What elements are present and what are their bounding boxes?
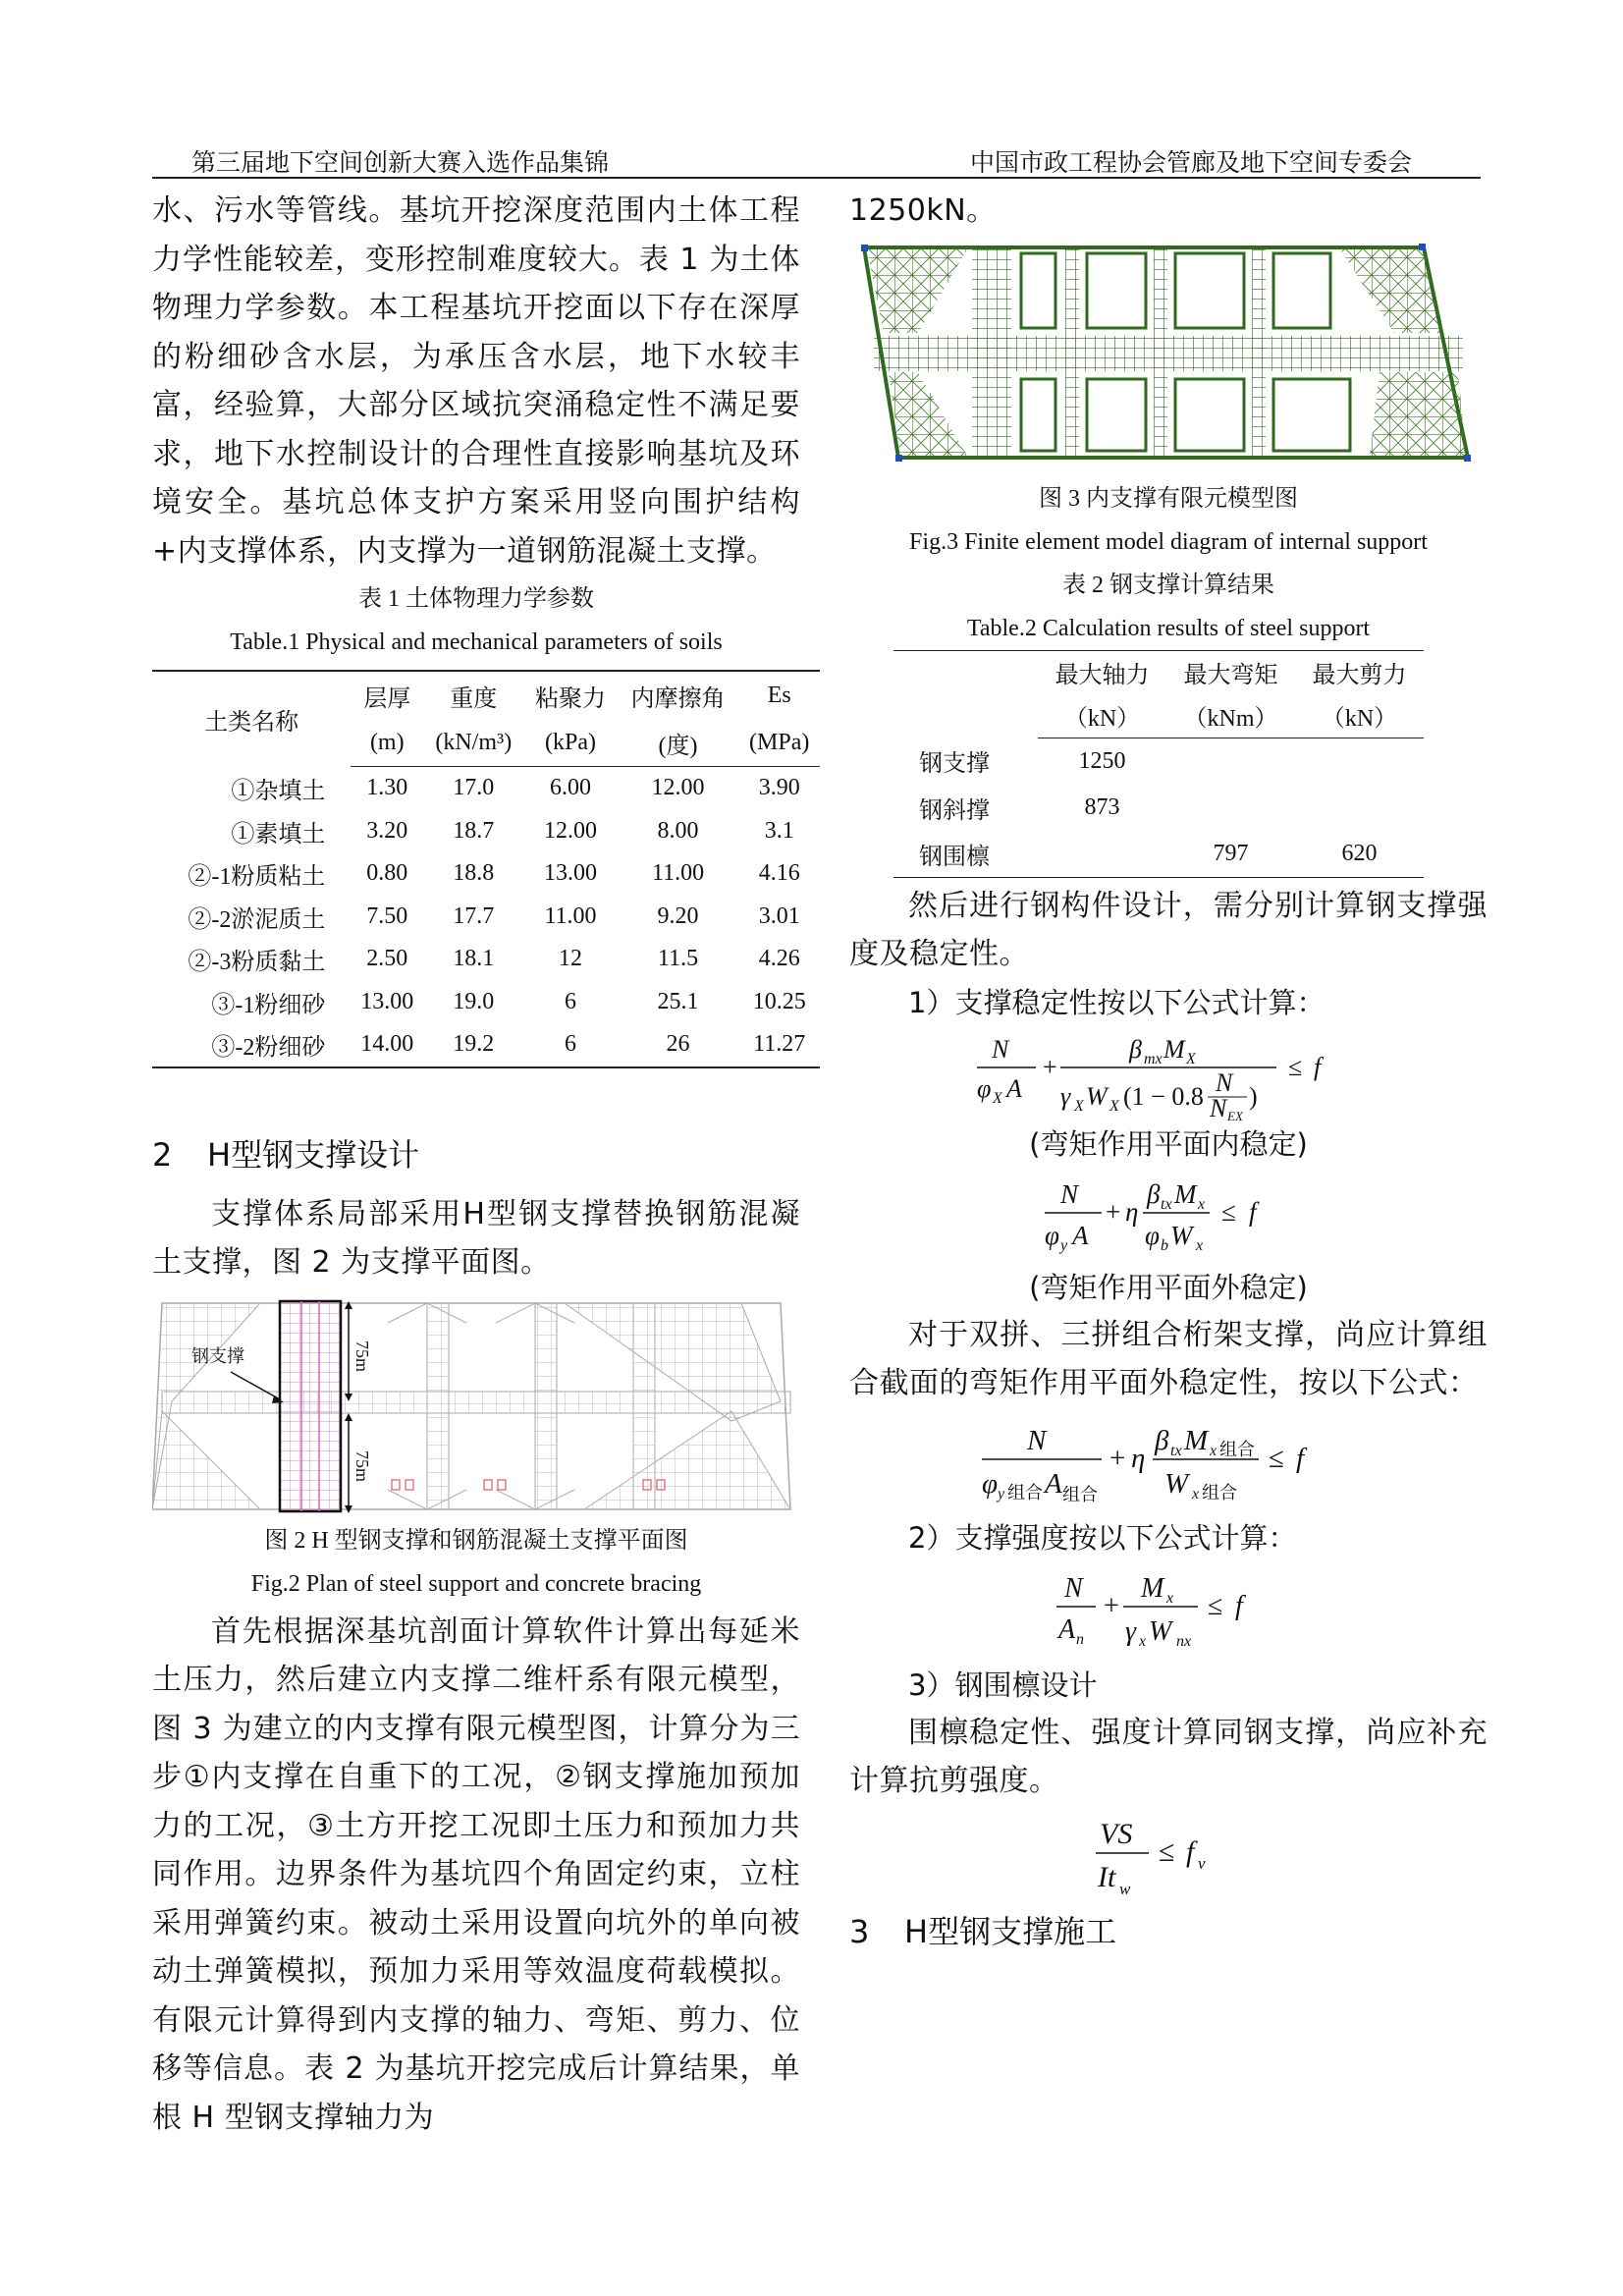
table-row	[152, 767, 820, 810]
svg-text:n: n	[1076, 1630, 1084, 1648]
svg-text:x: x	[1192, 1485, 1200, 1503]
table-cell: 873	[1084, 793, 1120, 820]
svg-text:X: X	[993, 1089, 1002, 1107]
svg-text:N: N	[1210, 1093, 1227, 1121]
svg-text:f: f	[1296, 1442, 1305, 1474]
subscript-zuhe: 组合	[1202, 1482, 1237, 1503]
svg-text:M: M	[1184, 1424, 1209, 1456]
table-cell	[1295, 785, 1424, 831]
table-cell: 25.1	[657, 988, 699, 1014]
table-cell: 19.2	[423, 1023, 523, 1067]
table-cell	[1295, 738, 1424, 785]
table-cell: 7.50	[366, 902, 408, 929]
table-cell: 12.00	[543, 817, 597, 844]
table2-caption-cn: 表 2 钢支撑计算结果	[1062, 572, 1274, 598]
table1-header-name: 土类名称	[152, 671, 351, 767]
formula-stability-out-plane	[1041, 1172, 1296, 1260]
table-cell	[1166, 785, 1295, 831]
table2-unit: （kNm）	[1166, 694, 1295, 738]
table-cell: 4.26	[758, 946, 800, 972]
table-cell: 6.00	[549, 775, 591, 801]
svg-text:): )	[1249, 1081, 1258, 1111]
table-cell: 13.00	[360, 988, 414, 1014]
table-cell: 2.50	[366, 946, 408, 972]
table-cell	[1038, 831, 1166, 878]
svg-text:It: It	[1098, 1860, 1116, 1893]
svg-text:η: η	[1125, 1196, 1139, 1227]
table-row	[152, 896, 820, 939]
svg-text:W: W	[1149, 1615, 1172, 1647]
table-cell: 1250	[1078, 747, 1126, 774]
formula-strength	[1051, 1565, 1286, 1656]
table-cell: ②-1粉质粘土	[188, 864, 326, 891]
svg-text:γ: γ	[1060, 1081, 1071, 1111]
table-cell	[1166, 738, 1295, 785]
svg-text:W: W	[1170, 1220, 1193, 1250]
paragraph: 对于双拼、三拼组合桁架支撑，尚应计算组合截面的弯矩作用平面外稳定性，按以下公式：	[849, 1317, 1488, 1400]
table1-caption-en: Table.1 Physical and mechanical parameters of soils	[230, 629, 723, 655]
svg-text:x: x	[1198, 1195, 1206, 1213]
table-cell: 11.00	[544, 902, 597, 929]
svg-text:N: N	[1064, 1572, 1083, 1604]
table1-unit: (m)	[351, 719, 423, 767]
svg-text:(1 − 0.8: (1 − 0.8	[1123, 1081, 1204, 1111]
table-cell: 13.00	[543, 860, 597, 887]
table2-caption-en: Table.2 Calculation results of steel support	[966, 615, 1371, 641]
table-row	[893, 831, 1424, 878]
table-cell: ③-1粉细砂	[211, 992, 326, 1018]
svg-text:φ: φ	[1045, 1220, 1059, 1250]
table-cell: ③-2粉细砂	[152, 1023, 351, 1067]
dim-label: 75m	[352, 1449, 372, 1482]
svg-text:b: b	[1161, 1236, 1168, 1254]
svg-text:≤: ≤	[1269, 1442, 1284, 1474]
svg-text:nx: nx	[1176, 1632, 1192, 1650]
svg-text:f: f	[1235, 1590, 1243, 1621]
table-cell: 3.1	[764, 817, 794, 844]
svg-text:+: +	[1109, 1442, 1126, 1474]
table-row	[152, 938, 820, 981]
table-cell: 8.00	[657, 817, 699, 844]
table1-header: 重度	[423, 671, 523, 719]
table-cell: 19.0	[453, 988, 495, 1014]
list-item: 1）支撑稳定性按以下公式计算：	[908, 985, 1325, 1019]
svg-text:w: w	[1119, 1879, 1131, 1898]
formula-stability-in-plane	[962, 1026, 1375, 1121]
section-number: 3	[849, 1912, 870, 1950]
table1	[152, 670, 820, 1068]
svg-text:η: η	[1131, 1442, 1146, 1474]
table-cell: 4.16	[758, 860, 800, 887]
formula-shear	[1090, 1812, 1247, 1900]
svg-text:≤: ≤	[1208, 1590, 1223, 1621]
svg-text:+: +	[1106, 1196, 1121, 1227]
subscript-zuhe: 组合	[1219, 1439, 1255, 1460]
table-cell: 3.20	[366, 817, 408, 844]
table-cell: 3.01	[758, 902, 800, 929]
table-cell: 620	[1295, 831, 1424, 878]
dim-label: 75m	[352, 1339, 372, 1372]
svg-text:A: A	[1006, 1073, 1022, 1103]
table-cell: 17.7	[453, 902, 495, 929]
table-row	[152, 1023, 820, 1067]
fig2-caption-cn: 图 2 H 型钢支撑和钢筋混凝土支撑平面图	[264, 1527, 688, 1554]
subscript-zuhe: 组合	[1007, 1482, 1043, 1503]
svg-text:tx: tx	[1170, 1442, 1182, 1459]
svg-text:y: y	[998, 1485, 1005, 1503]
header-right: 中国市政工程协会管廊及地下空间专委会	[969, 148, 1412, 177]
table-cell: ①素填土	[231, 821, 326, 847]
svg-text:f: f	[1314, 1052, 1322, 1081]
table-cell: 18.8	[453, 860, 495, 887]
table-cell: 钢围檩	[893, 831, 1038, 878]
table1-header: 内摩擦角	[618, 671, 739, 719]
table-cell: 6	[564, 988, 576, 1014]
svg-text:y: y	[1060, 1236, 1068, 1254]
svg-text:φ: φ	[1145, 1220, 1160, 1250]
section-number: 2	[152, 1135, 173, 1174]
header-left: 第三届地下空间创新大赛入选作品集锦	[191, 148, 610, 177]
page-header	[152, 137, 1481, 179]
svg-text:X: X	[1109, 1097, 1119, 1115]
left-column	[152, 187, 810, 2142]
table2-header: 最大剪力	[1295, 650, 1424, 694]
svg-text:≤: ≤	[1159, 1834, 1175, 1868]
section-title: H型钢支撑施工	[904, 1912, 1117, 1950]
table1-header: 层厚	[351, 671, 423, 719]
section-heading	[849, 1904, 1488, 1959]
table-cell: 6	[523, 1023, 617, 1067]
table-cell: 18.1	[453, 946, 495, 972]
fig3-caption-en: Fig.3 Finite element model diagram of internal support	[909, 528, 1428, 555]
svg-text:≤: ≤	[1288, 1052, 1303, 1081]
table-row	[893, 738, 1424, 785]
svg-text:W: W	[1164, 1467, 1189, 1500]
table-cell: 17.0	[453, 775, 495, 801]
right-column	[849, 187, 1488, 1959]
table-cell: ①杂填土	[231, 779, 326, 804]
table2-header: 最大轴力	[1038, 650, 1166, 694]
table-cell: ②-3粉质黏土	[188, 950, 326, 976]
list-item: 3）钢围檩设计	[908, 1667, 1098, 1702]
svg-text:β: β	[1155, 1424, 1169, 1456]
table-cell: 14.00	[351, 1023, 423, 1067]
svg-text:X: X	[1186, 1050, 1196, 1067]
formula-note: (弯矩作用平面内稳定)	[1029, 1126, 1308, 1161]
table2	[893, 650, 1424, 878]
table1-header: Es	[738, 671, 820, 719]
svg-text:M: M	[1174, 1178, 1197, 1209]
subscript-zuhe: 组合	[1062, 1484, 1098, 1505]
svg-text:f: f	[1249, 1196, 1257, 1227]
table-cell: 1.30	[366, 775, 408, 801]
formula-note: (弯矩作用平面外稳定)	[1029, 1270, 1308, 1304]
table1-caption-cn: 表 1 土体物理力学参数	[358, 586, 594, 612]
table-cell: 10.25	[752, 988, 806, 1014]
paragraph: 支撑体系局部采用H型钢支撑替换钢筋混凝土支撑，图 2 为支撑平面图。	[152, 1196, 800, 1280]
svg-text:v: v	[1198, 1853, 1206, 1873]
table1-header: 粘聚力	[523, 671, 617, 719]
steel-support-label: 钢支撑	[191, 1345, 244, 1367]
table-cell: 0.80	[366, 860, 408, 887]
svg-text:X: X	[1074, 1097, 1084, 1115]
svg-text:γ: γ	[1125, 1615, 1137, 1647]
table-row	[152, 852, 820, 896]
fig2-plan-diagram	[152, 1293, 800, 1519]
table2-header: 最大弯矩	[1166, 650, 1295, 694]
table2-unit: （kN）	[1295, 694, 1424, 738]
svg-text:W: W	[1086, 1081, 1108, 1111]
table-cell: 12	[558, 946, 582, 972]
svg-text:A: A	[1072, 1220, 1089, 1250]
table-row	[152, 810, 820, 853]
svg-text:φ: φ	[982, 1467, 999, 1500]
paragraph: 围檩稳定性、强度计算同钢支撑，尚应补充计算抗剪强度。	[849, 1715, 1488, 1798]
table2-unit: （kN）	[1038, 694, 1166, 738]
svg-text:A: A	[1045, 1467, 1062, 1500]
table-cell: 26	[618, 1023, 739, 1067]
list-item: 2）支撑强度按以下公式计算：	[908, 1520, 1297, 1555]
section-title: H型钢支撑设计	[207, 1135, 420, 1174]
svg-text:+: +	[1104, 1590, 1119, 1621]
section-heading	[152, 1127, 800, 1182]
table-cell: 18.7	[453, 817, 495, 844]
svg-text:≤: ≤	[1221, 1196, 1236, 1227]
paragraph: 水、污水等管线。基坑开挖深度范围内土体工程力学性能较差，变形控制难度较大。表 1 为土体物理力学参数。本工程基坑开挖面以下存在深厚的粉细砂含水层，为承压含水层，地下水较丰富，经验算，大部分区域抗突涌稳定性不满足要求，地下水控制设计的合理性直接影响基坑及环境安全。基坑总体支护方案采用竖向围护结构+内支撑体系，内支撑为一道钢筋混凝土支撑。	[152, 193, 800, 569]
table-cell: 11.00	[651, 860, 705, 887]
svg-text:EX: EX	[1227, 1108, 1243, 1121]
table-cell: 3.90	[758, 775, 800, 801]
table-cell: 797	[1166, 831, 1295, 878]
fig3-caption-cn: 图 3 内支撑有限元模型图	[1039, 485, 1298, 512]
svg-text:M: M	[1141, 1572, 1164, 1604]
table-row	[152, 981, 820, 1024]
fig2-caption-en: Fig.2 Plan of steel support and concrete bracing	[250, 1570, 702, 1597]
paragraph: 1250kN。	[849, 193, 997, 228]
svg-text:tx: tx	[1161, 1195, 1172, 1213]
table-row	[893, 785, 1424, 831]
table-cell: 11.5	[657, 946, 699, 972]
svg-text:N: N	[992, 1034, 1009, 1064]
svg-text:A: A	[1058, 1613, 1076, 1645]
svg-text:mx: mx	[1144, 1050, 1163, 1067]
svg-text:VS: VS	[1100, 1817, 1133, 1850]
formula-composite-stability	[962, 1414, 1375, 1512]
svg-text:x: x	[1196, 1236, 1204, 1254]
svg-text:β: β	[1129, 1034, 1142, 1064]
table-cell: 9.20	[657, 902, 699, 929]
svg-text:N: N	[1216, 1067, 1233, 1097]
table-cell: 11.27	[738, 1023, 820, 1067]
svg-text:N: N	[1060, 1178, 1079, 1209]
svg-text:M: M	[1163, 1034, 1185, 1064]
table1-unit: (kN/m³)	[423, 719, 523, 767]
table-cell: 钢斜撑	[919, 797, 990, 824]
svg-text:+: +	[1043, 1052, 1057, 1081]
svg-text:x: x	[1210, 1442, 1217, 1459]
svg-text:N: N	[1027, 1424, 1047, 1456]
paragraph: 然后进行钢构件设计，需分别计算钢支撑强度及稳定性。	[849, 888, 1488, 971]
svg-text:f: f	[1186, 1834, 1195, 1868]
table-cell: 12.00	[651, 775, 705, 801]
table-cell: 钢支撑	[919, 751, 990, 778]
table-cell: ②-2淤泥质土	[188, 906, 326, 933]
table1-unit: (kPa)	[523, 719, 617, 767]
svg-text:φ: φ	[977, 1073, 992, 1103]
svg-text:x: x	[1166, 1589, 1174, 1607]
svg-text:x: x	[1139, 1632, 1147, 1650]
table1-unit: (度)	[618, 719, 739, 767]
svg-text:β: β	[1147, 1178, 1161, 1209]
table1-unit: (MPa)	[738, 719, 820, 767]
fig3-fe-model	[859, 240, 1478, 467]
paragraph: 首先根据深基坑剖面计算软件计算出每延米土压力，然后建立内支撑二维杆系有限元模型，图 3 为建立的内支撑有限元模型图，计算分为三步①内支撑在自重下的工况，②钢支撑施加预加力的工况，③土方开挖工况即土压力和预加力共同作用。边界条件为基坑四个角固定约束，立柱采用弹簧约束。被动土采用设置向坑外的单向被动土弹簧模拟，预加力采用等效温度荷载模拟。有限元计算得到内支撑的轴力、弯矩、剪力、位移等信息。表 2 为基坑开挖完成后计算结果，单根 H 型钢支撑轴力为	[152, 1613, 800, 2135]
